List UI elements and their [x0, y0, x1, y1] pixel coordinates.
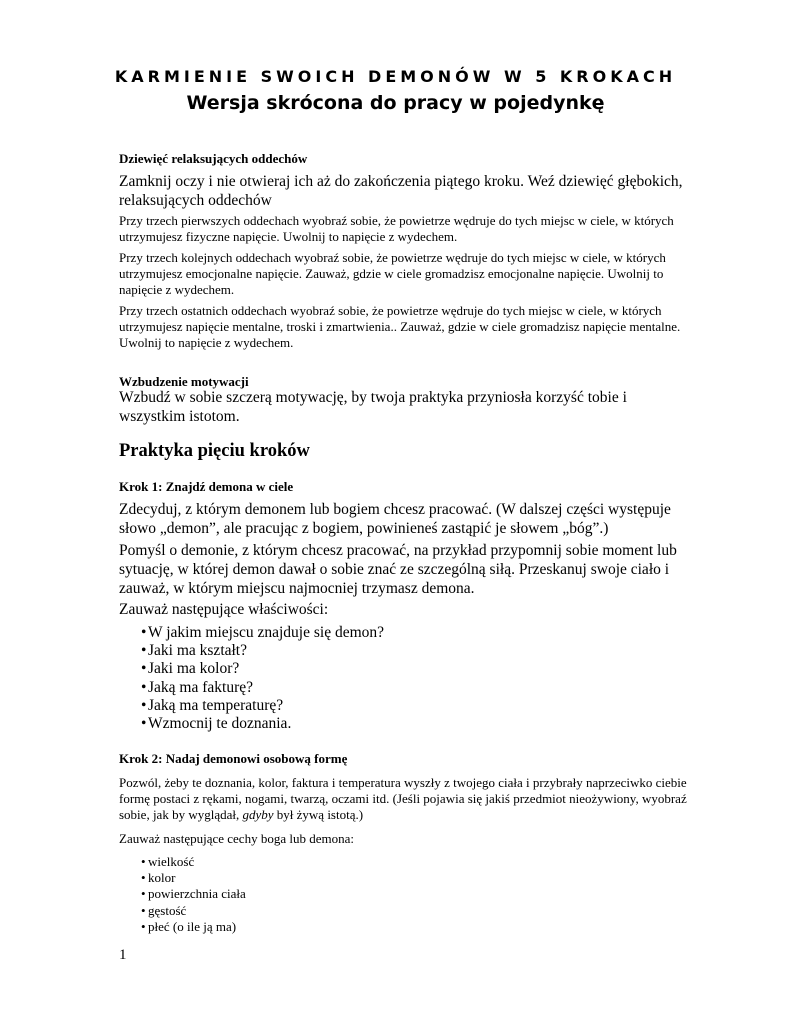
- bullet-icon: [141, 919, 146, 935]
- list-item: • Jaką ma temperaturę?: [119, 697, 679, 715]
- document-subtitle: Wersja skrócona do pracy w pojedynkę: [186, 92, 605, 114]
- step1-paragraph-2: Pomyśl o demonie, z którym chcesz pracować, na przykład przypomnij sobie moment lub sytuację, w której demon dawał o sobie znać ze szczególną siłą. Przeskanuj swoje ciało i zauważ, w którym miejscu najmocniej trzymasz demona.: [119, 542, 677, 597]
- bullet-icon: [141, 697, 146, 715]
- step2-paragraph-1: Pozwól, żeby te doznania, kolor, faktura i temperatura wyszły z twojego ciała i przybrały naprzeciwko ciebie formę postaci z rękami, nogami, twarzą, oczami itd. (Jeśli pojawia się jakiś przedmiot nieożywiony, wyobraź sobie, jak by wyglądał, gdyby był żywą istotą.): [119, 775, 687, 822]
- breathing-paragraph-1: Przy trzech pierwszych oddechach wyobraź sobie, że powietrze wędruje do tych miejsc w ciele, w których utrzymujesz fizyczne napięcie. Uwolnij to napięcie z wydechem.: [119, 213, 674, 244]
- list-item: • powierzchnia ciała: [119, 886, 679, 902]
- document-title: KARMIENIE SWOICH DEMONÓW W 5 KROKACH: [114, 67, 677, 86]
- list-item: • Wzmocnij te doznania.: [119, 715, 679, 733]
- list-item: • Jaki ma kształt?: [119, 642, 679, 660]
- bullet-icon: [141, 870, 146, 886]
- motivation-text: Wzbudź w sobie szczerą motywację, by twoja praktyka przyniosła korzyść tobie i wszystkim istotom.: [119, 389, 627, 425]
- bullet-icon: [141, 642, 146, 660]
- step2-heading: Krok 2: Nadaj demonowi osobową formę: [119, 751, 348, 766]
- bullet-icon: [141, 886, 146, 902]
- bullet-icon: [141, 903, 146, 919]
- bullet-icon: [141, 679, 146, 697]
- breathing-paragraph-2: Przy trzech kolejnych oddechach wyobraź sobie, że powietrze wędruje do tych miejsc w ciele, w których utrzymujesz emocjonalne napięcie. Zauważ, gdzie w ciele gromadzisz emocjonalne napięcie. Uwolnij to napięcie z wydechem.: [119, 250, 666, 297]
- list-item: • płeć (o ile ją ma): [119, 919, 679, 935]
- list-item: • wielkość: [119, 854, 679, 870]
- practice-heading: Praktyka pięciu kroków: [119, 441, 310, 461]
- breathing-intro: Zamknij oczy i nie otwieraj ich aż do zakończenia piątego kroku. Weź dziewięć głębokich, relaksujących oddechów: [119, 173, 683, 209]
- motivation-heading: Wzbudzenie motywacji: [119, 374, 249, 389]
- bullet-icon: [141, 854, 146, 870]
- page-number: 1: [119, 947, 127, 963]
- step1-paragraph-1: Zdecyduj, z którym demonem lub bogiem chcesz pracować. (W dalszej części występuje słowo „demon”, ale pracując z bogiem, powinieneś zastąpić je słowem „bóg”.): [119, 501, 671, 537]
- step2-paragraph-2: Zauważ następujące cechy boga lub demona:: [119, 831, 354, 846]
- bullet-icon: [141, 715, 146, 733]
- list-item: • Jaki ma kolor?: [119, 660, 679, 678]
- step1-heading: Krok 1: Znajdź demona w ciele: [119, 479, 294, 494]
- breathing-paragraph-3: Przy trzech ostatnich oddechach wyobraź sobie, że powietrze wędruje do tych miejsc w ciele, w których utrzymujesz napięcie mentalne, troski i zmartwienia.. Zauważ, gdzie w ciele gromadzisz napięcie mentalne. Uwolnij to napięcie z wydechem.: [119, 303, 681, 350]
- list-item: • Jaką ma fakturę?: [119, 679, 679, 697]
- list-item: • W jakim miejscu znajduje się demon?: [119, 624, 679, 642]
- step1-paragraph-3: Zauważ następujące właściwości:: [119, 601, 329, 618]
- list-item: • kolor: [119, 870, 679, 886]
- list-item: • gęstość: [119, 903, 679, 919]
- bullet-icon: [141, 624, 146, 642]
- bullet-icon: [141, 660, 146, 678]
- step2-bullet-list: [119, 854, 679, 935]
- breathing-heading: Dziewięć relaksujących oddechów: [119, 151, 308, 166]
- step1-bullet-list: [119, 624, 679, 733]
